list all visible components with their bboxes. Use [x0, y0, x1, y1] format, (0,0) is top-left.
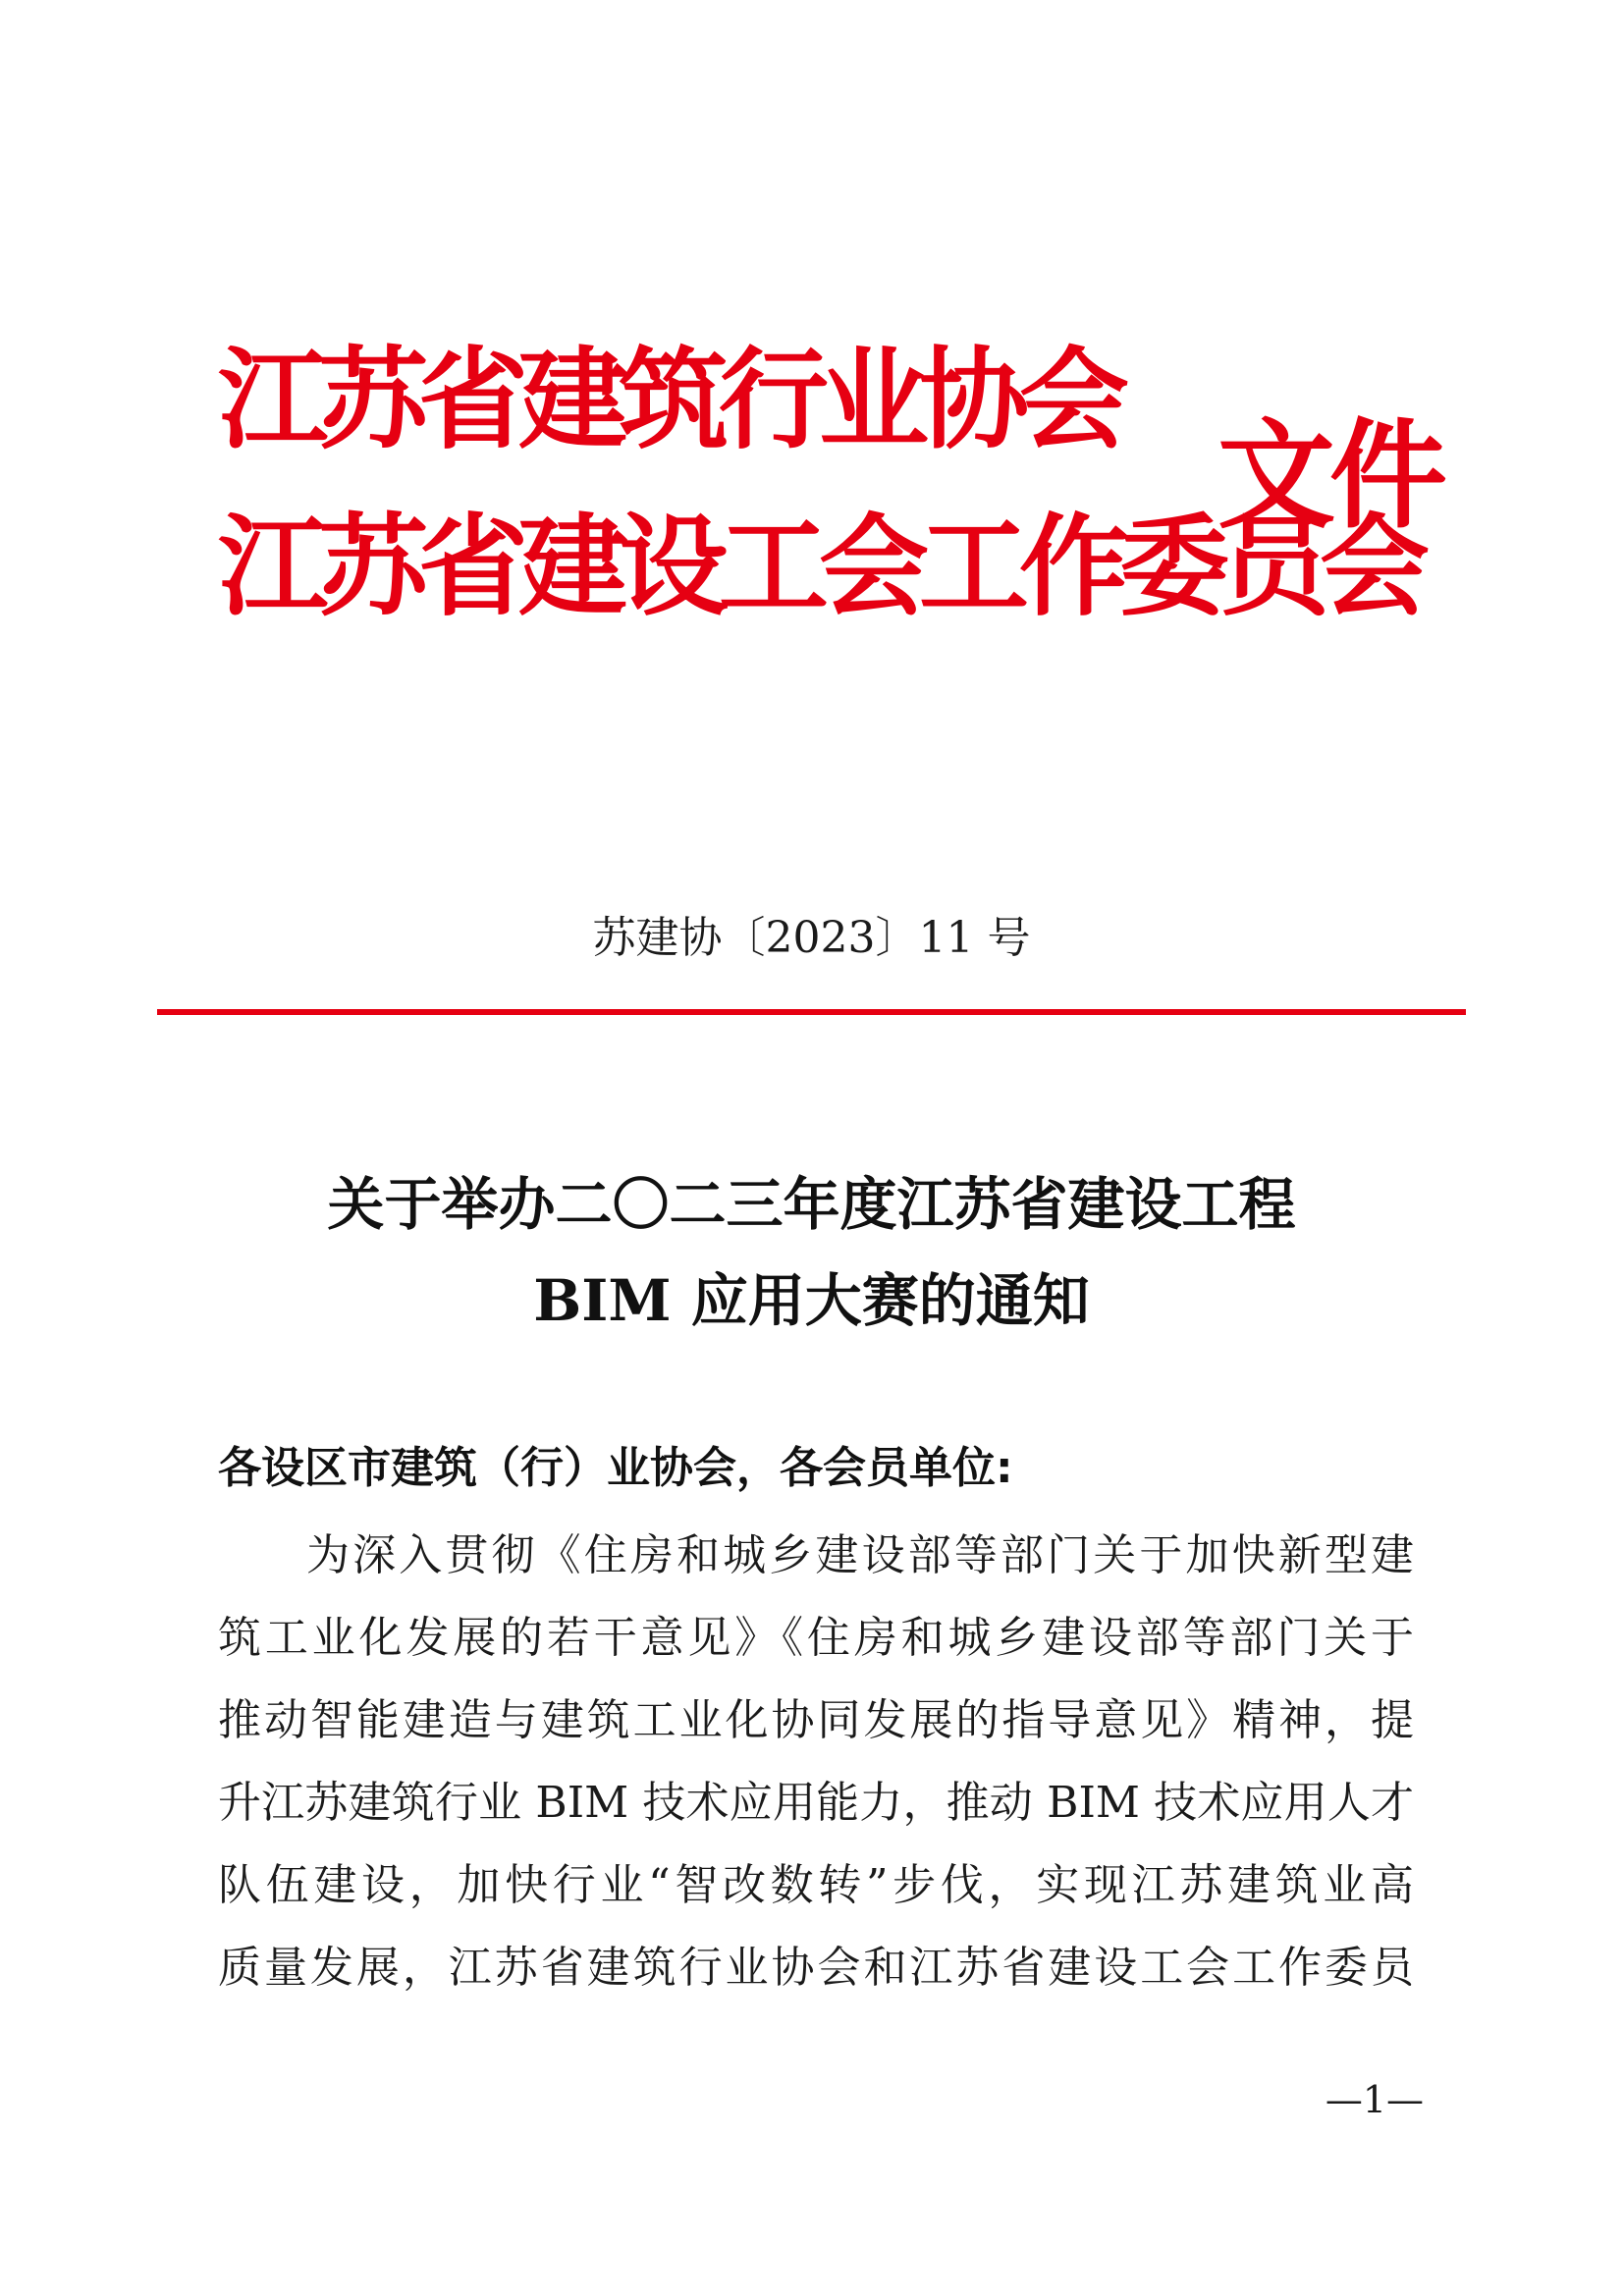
- body-line-1: 为深入贯彻《住房和城乡建设部等部门关于加快新型建: [306, 1530, 1414, 1580]
- document-number: 苏建协〔2023〕11 号: [592, 913, 1031, 963]
- issuing-org-2: 江苏省建设工会工作委员会: [218, 503, 1420, 631]
- body-line-4: 升江苏建筑行业 BIM 技术应用能力，推动 BIM 技术应用人才: [218, 1778, 1414, 1828]
- page-number: —1—: [1325, 2078, 1424, 2121]
- body-line-5: 队伍建设，加快行业“智改数转”步伐，实现江苏建筑业高: [218, 1860, 1414, 1910]
- document-label: 文件: [1217, 406, 1441, 545]
- body-line-6: 质量发展，江苏省建筑行业协会和江苏省建设工会工作委员: [218, 1943, 1414, 1993]
- body-line-2: 筑工业化发展的若干意见》《住房和城乡建设部等部门关于: [218, 1613, 1414, 1663]
- notice-title-line-2: BIM 应用大赛的通知: [533, 1267, 1090, 1334]
- red-divider: [157, 1009, 1466, 1015]
- salutation: 各设区市建筑（行）业协会，各会员单位:: [218, 1443, 1013, 1493]
- body-line-3: 推动智能建造与建筑工业化协同发展的指导意见》精神，提: [218, 1695, 1414, 1745]
- notice-title-line-1: 关于举办二〇二三年度江苏省建设工程: [327, 1171, 1296, 1238]
- issuing-org-1: 江苏省建筑行业协会: [218, 336, 1119, 464]
